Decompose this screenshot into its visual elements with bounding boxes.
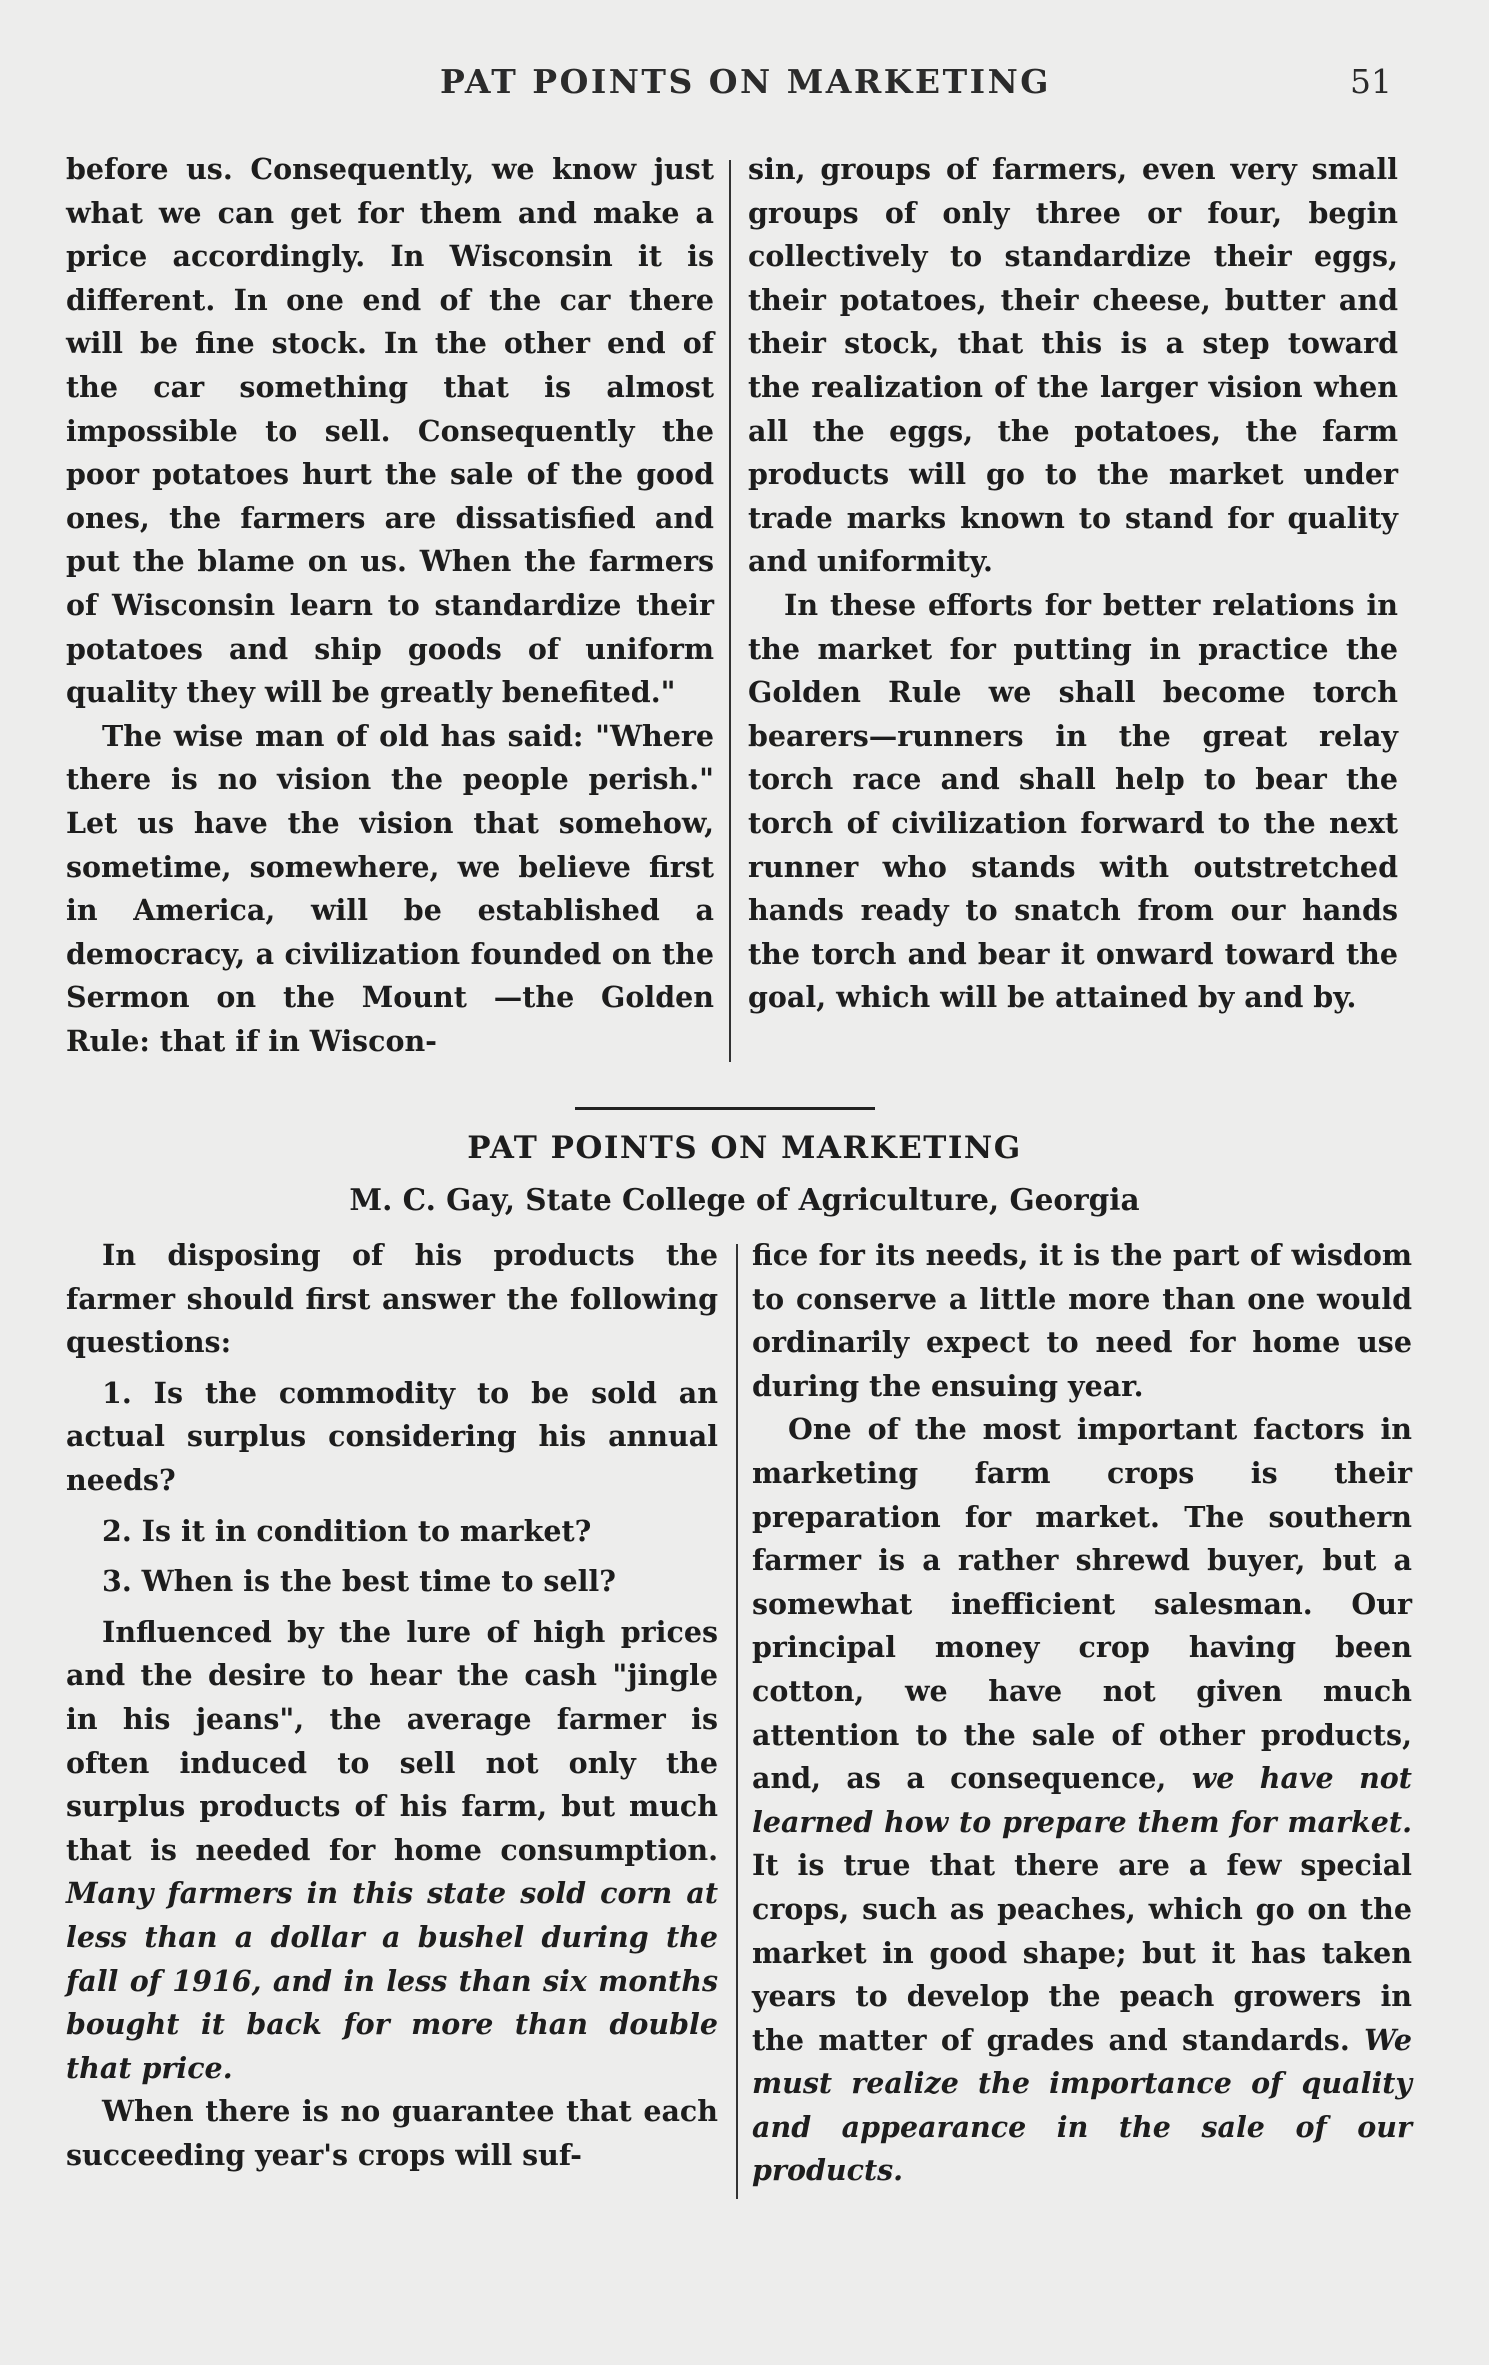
paragraph: before us. Consequently, we know just what we can get for them and make a price accordingly. In Wisconsin it is different. In one end of the car there will be fine stock. In the other end of the car something that is almost impossible to sell. Consequently the poor potatoes hurt the sale of the good ones, the farmers are dissatisfied and put the blame on us. When the farmers of Wisconsin learn to standardize their potatoes and ship goods of uniform quality they will be greatly benefited." [66,152,714,710]
page-number: 51 [1350,62,1392,101]
section-divider [575,1107,875,1110]
bottom-right-column [752,1234,1412,2193]
column-divider [736,1244,738,2199]
paragraph: fice for its needs, it is the part of wisdom to conserve a little more than one would ordinarily expect to need for home use during the ensuing year. [752,1238,1412,1403]
section-author: M. C. Gay, State College of Agriculture, Georgia [349,1182,1140,1217]
paragraph: In these efforts for better relations in the market for putting in practice the Golden Rule we shall become torch bearers—runners in the great relay torch race and shall help to bear the torch of civilization forward to the next runner who stands with outstretched hands ready to snatch from our hands the torch and bear it onward toward the goal, which will be attained by and by. [748,587,1398,1015]
running-header: PAT POINTS ON MARKETING [440,62,1051,101]
paragraph: sin, groups of farmers, even very small groups of only three or four, begin collectively to standardize their eggs, their potatoes, their cheese, butter and their stock, that this is a step toward the realization of the larger vision when all the eggs, the potatoes, the farm products will go to the market under trade marks known to stand for quality and uniformity. [748,152,1398,579]
paragraph [752,1408,1412,2193]
emphasis-text: we have not learned how to prepare them for market. [752,1761,1412,1839]
paragraph: When there is no guarantee that each succeeding year's crops will suf- [66,2094,718,2172]
text-run: It is true that there are a few special crops, such as peaches, which go on the market in good shape; but it has taken years to develop the peach growers in the matter of grades and standards. [752,1848,1412,2057]
paragraph [66,1611,718,2091]
paragraph: The wise man of old has said: "Where there is no vision the people perish." Let us have the vision that somehow, sometime, somewhere, we believe first in America, will be established a democracy, a civilization founded on the Sermon on the Mount —the Golden Rule: that if in Wiscon- [66,718,714,1058]
section-title: PAT POINTS ON MARKETING [467,1130,1022,1166]
emphasis-text: We must realize the importance of quality and appearance in the sale of our products. [752,2022,1412,2188]
question-3: 3. When is the best time to sell? [102,1564,616,1599]
text-run: Influenced by the lure of high prices and the desire to hear the cash "jingle in his jeans", the average farmer is often induced to sell not only the surplus products of his farm, but much that is needed for home consumption. [66,1614,718,1867]
bottom-left-column [66,1234,718,2177]
top-right-column [748,148,1398,1020]
question-1: 1. Is the commodity to be sold an actual surplus considering his annual needs? [66,1375,718,1497]
text-run: One of the most important factors in marketing farm crops is their preparation for market. The southern farmer is a rather shrewd buyer, but a somewhat inefficient salesman. Our principal money crop having been cotton, we have not given much attention to the sale of other products, and, as a consequence, [752,1412,1412,1796]
question-2: 2. Is it in condition to market? [102,1513,592,1548]
top-left-column [66,148,714,1063]
emphasis-text: Many farmers in this state sold corn at less than a dollar a bushel during the fall of 1916, and in less than six months bought it back for more than double that price. [66,1876,718,2085]
intro-paragraph: In disposing of his products the farmer should first answer the following questions: [66,1238,718,1360]
column-divider [729,160,731,1062]
